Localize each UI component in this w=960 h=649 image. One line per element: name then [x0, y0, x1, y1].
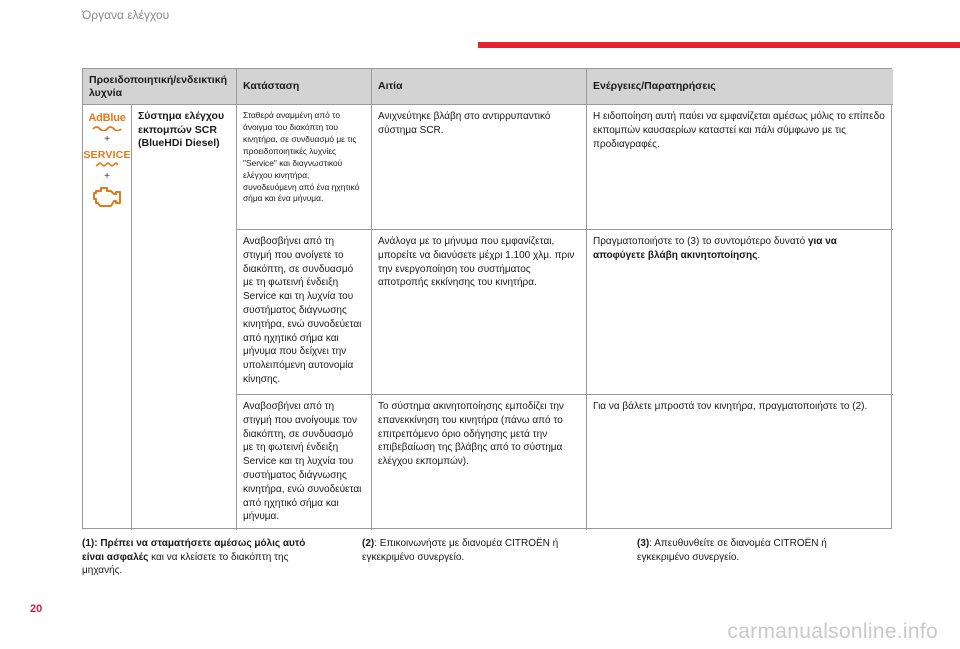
- service-spanner-icon: [94, 161, 120, 168]
- column-header-state: Κατάσταση: [237, 69, 372, 104]
- row1-state: Σταθερά αναμμένη από το άνοιγμα του διακόπτη του κινητήρα, σε συνδυασμό με τις προειδοποιητικές λυχνίες "Service" και διαγνωστικού ελέγχου κινητήρα, συνοδευόμενη από ένα ηχητικό σήμα και ένα μήνυμα.: [237, 104, 372, 229]
- engine-warning-icon: [92, 186, 122, 208]
- row2-cause: Ανάλογα με το μήνυμα που εμφανίζεται, μπορείτε να διανύσετε μέχρι 1.100 χλμ. πριν την ενεργοποίηση του συστήματος αποτροπής εκκίνησης του κινητήρα.: [372, 229, 587, 394]
- accent-bar: [478, 42, 960, 48]
- watermark: carmanualsonline.info: [727, 620, 938, 643]
- system-name: Σύστημα ελέγχου εκπομπών SCR (BlueHDi Diesel): [132, 104, 237, 530]
- footnote-2: [362, 537, 602, 564]
- adblue-waves-icon: [92, 124, 122, 131]
- warning-lamps-table: [82, 68, 892, 529]
- footnote-1-bold: (1): Πρέπει να σταματήσετε αμέσως μόλις αυτό είναι ασφαλές: [82, 538, 306, 563]
- footnote-3-text: : Απευθυνθείτε σε διανομέα CITROËN ή εγκεκριμένο συνεργείο.: [637, 538, 827, 563]
- column-header-actions: Ενέργειες/Παρατηρήσεις: [587, 69, 893, 104]
- section-title: Όργανα ελέγχου: [82, 8, 170, 22]
- row3-state: Αναβοσβήνει από τη στιγμή που ανοίγουμε τον διακόπτη, σε συνδυασμό με τη φωτεινή ένδειξη Service και τη λυχνία του συστήματος διάγνωσης κινητήρα, ενώ συνοδεύεται από ηχητικό σήμα και μήνυμα.: [237, 394, 372, 530]
- service-icon: SERVICE: [83, 149, 131, 161]
- column-header-lamp: Προειδοποιητική/ενδεικτική λυχνία: [83, 69, 237, 104]
- row2-action-end: .: [757, 249, 761, 261]
- column-header-cause: Αιτία: [372, 69, 587, 104]
- page-number: 20: [30, 603, 43, 615]
- row1-action: Η ειδοποίηση αυτή παύει να εμφανίζεται αμέσως μόλις το επίπεδο εκπομπών καυσαερίων καταστεί και πάλι σύμφωνο με τις προδιαγραφές.: [587, 104, 893, 229]
- row2-state: Αναβοσβήνει από τη στιγμή που ανοίγετε το διακόπτη, σε συνδυασμό με τη φωτεινή ένδειξη Service και τη λυχνία του συστήματος διάγνωσης κινητήρα, ενώ συνοδεύεται από ηχητικό σήμα και μήνυμα που δείχνει την υπολειπόμενη αυτονομία κίνησης.: [237, 229, 372, 394]
- row2-action: [587, 229, 893, 394]
- plus-sign: +: [104, 171, 110, 182]
- footnote-3-bold: (3): [637, 538, 650, 549]
- footnote-2-text: : Επικοινωνήστε με διανομέα CITROËN ή εγκεκριμένο συνεργείο.: [362, 538, 559, 563]
- row2-action-emphasis: για να αποφύγετε βλάβη ακινητοποίησης: [593, 236, 837, 261]
- row2-action-text: Πραγματοποιήστε το (3) το συντομότερο δυνατό: [593, 236, 808, 247]
- row3-action: Για να βάλετε μπροστά τον κινητήρα, πραγματοποιήστε το (2).: [587, 394, 893, 530]
- adblue-icon: AdBlue: [88, 112, 126, 124]
- plus-sign: +: [104, 134, 110, 145]
- footnote-1: [82, 537, 330, 578]
- warning-icons: [83, 104, 132, 530]
- footnotes: [82, 537, 892, 597]
- row3-cause: Το σύστημα ακινητοποίησης εμποδίζει την επανεκκίνηση του κινητήρα (πάνω από το επιτρεπόμενο όριο οδήγησης μετά την επιβεβαίωση της βλάβης από το σύστημα ελέγχου εκπομπών).: [372, 394, 587, 530]
- footnote-2-bold: (2): [362, 538, 375, 549]
- row1-cause: Ανιχνεύτηκε βλάβη στο αντιρρυπαντικό σύστημα SCR.: [372, 104, 587, 229]
- footnote-3: [637, 537, 877, 564]
- footnote-1-text: και να κλείσετε το διακόπτη της μηχανής.: [82, 551, 289, 576]
